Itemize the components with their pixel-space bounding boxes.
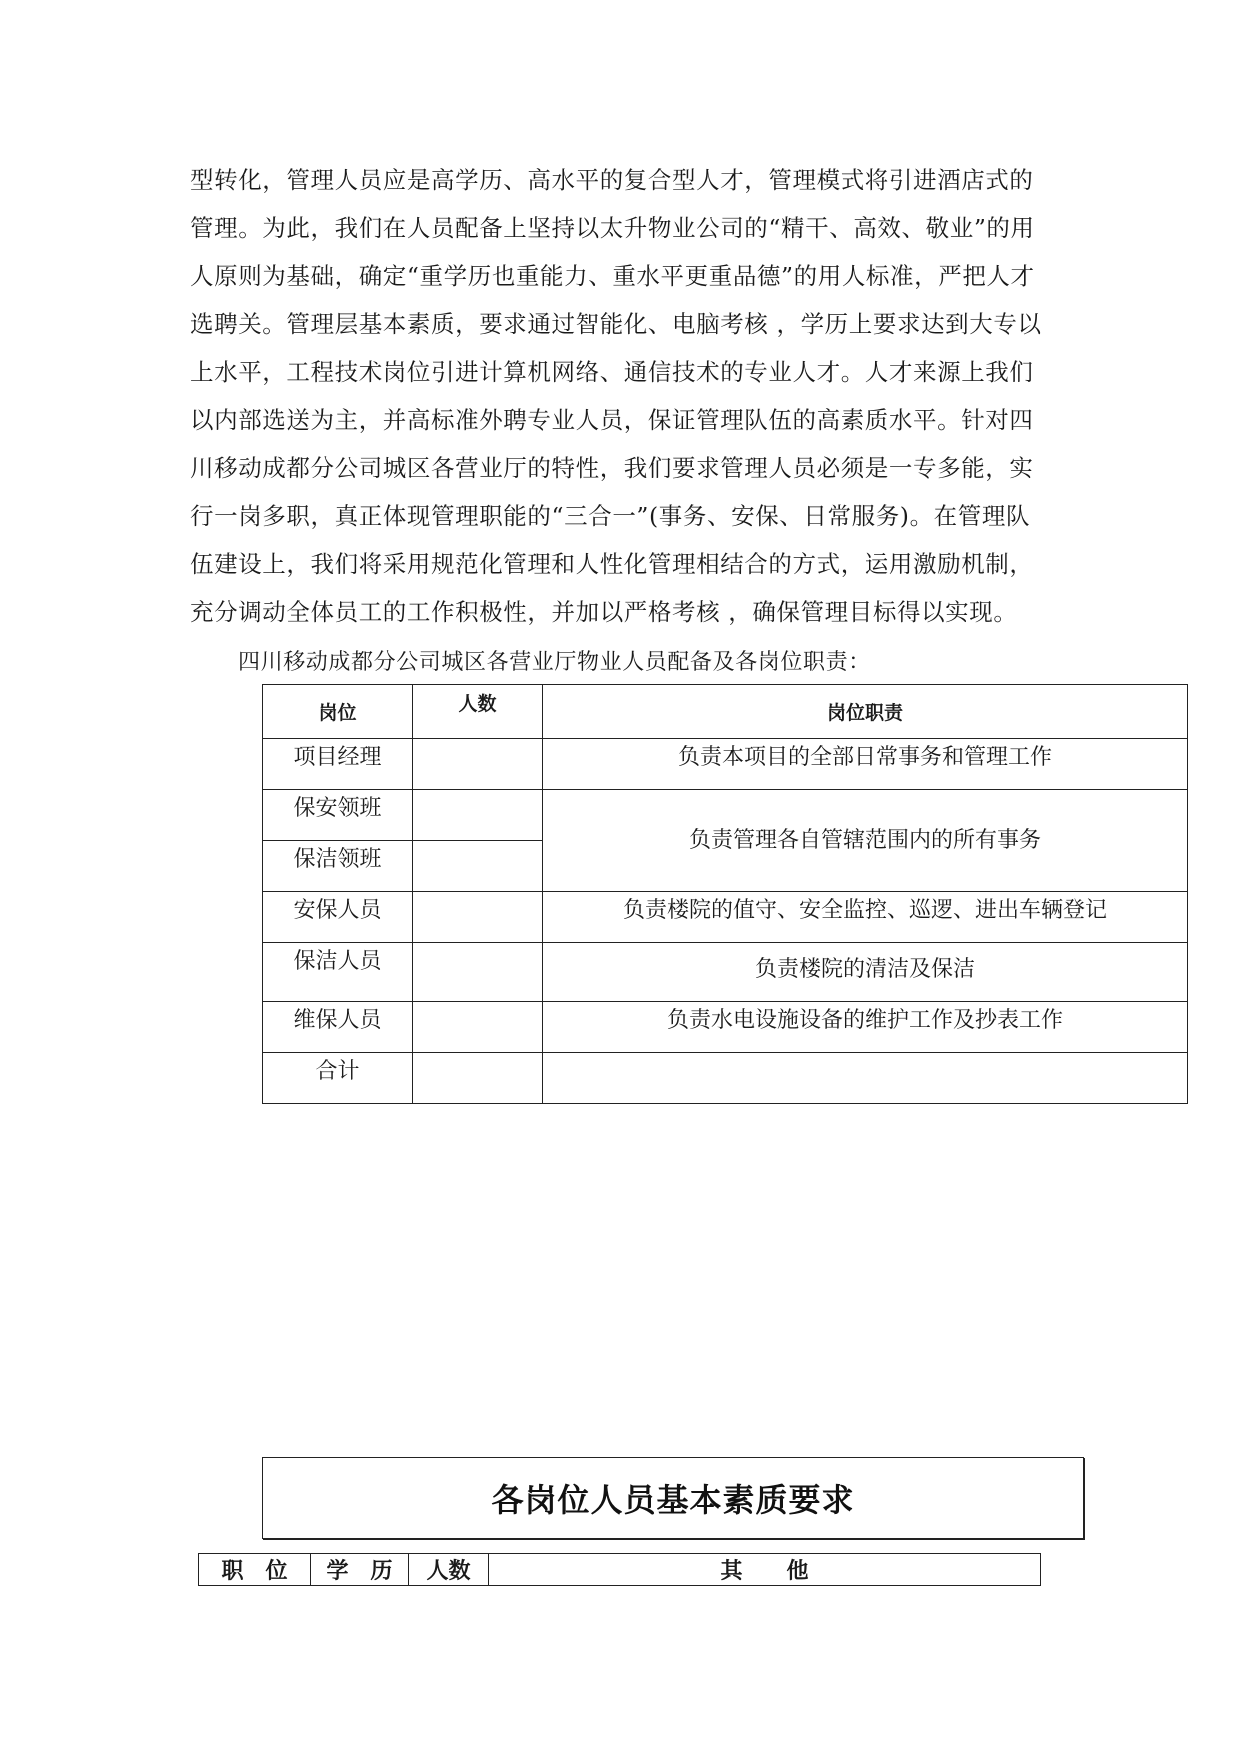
body-line: 充分调动全体员工的工作积极性，并加以严格考核 ，确保管理目标得以实现。 [190,598,1018,626]
table-row [263,1053,1188,1104]
header-position: 职 位 [199,1554,311,1586]
body-line: 行一岗多职，真正体现管理职能的“三合一”(事务、安保、日常服务)。在管理队 [190,502,1031,530]
header-position: 岗位 [263,685,413,739]
position-cell: 安保人员 [263,892,413,943]
header-other: 其 他 [489,1554,1041,1586]
body-line: 人原则为基础，确定“重学历也重能力、重水平更重品德”的用人标准，严把人才 [190,262,1035,290]
header-count: 人数 [409,1554,489,1586]
count-cell [413,1002,543,1053]
duty-cell: 负责楼院的值守、安全监控、巡逻、进出车辆登记 [543,892,1188,943]
position-cell: 维保人员 [263,1002,413,1053]
body-line: 上水平，工程技术岗位引进计算机网络、通信技术的专业人才。人才来源上我们 [190,358,1034,386]
duty-cell [543,1053,1188,1104]
duty-cell: 负责管理各自管辖范围内的所有事务 [543,790,1188,892]
count-cell [413,892,543,943]
table-row [263,943,1188,1002]
table-row [263,1002,1188,1053]
section-title: 各岗位人员基本素质要求 [491,1481,855,1519]
position-cell: 合计 [263,1053,413,1104]
header-count: 人数 [413,685,543,739]
duty-cell: 负责水电设施设备的维护工作及抄表工作 [543,1002,1188,1053]
count-cell [413,943,543,1002]
count-cell [413,1053,543,1104]
table-header-row [263,685,1188,739]
count-cell [413,739,543,790]
count-cell [413,790,543,841]
table-row [263,790,1188,841]
body-line: 以内部选送为主，并高标准外聘专业人员，保证管理队伍的高素质水平。针对四 [190,406,1034,434]
qualifications-table [198,1553,1041,1586]
body-paragraph [190,156,1070,636]
table-header-row [199,1554,1041,1586]
body-line: 川移动成都分公司城区各营业厅的特性，我们要求管理人员必须是一专多能，实 [190,454,1034,482]
position-cell: 保安领班 [263,790,413,841]
position-cell: 保洁领班 [263,841,413,892]
body-line: 型转化，管理人员应是高学历、高水平的复合型人才，管理模式将引进酒店式的 [190,166,1034,194]
header-education: 学 历 [311,1554,409,1586]
body-line: 伍建设上，我们将采用规范化管理和人性化管理相结合的方式，运用激励机制， [190,550,1034,578]
count-cell [413,841,543,892]
table-row [263,739,1188,790]
duty-cell: 负责楼院的清洁及保洁 [543,943,1188,1002]
header-duty: 岗位职责 [543,685,1188,739]
section-title-box [262,1457,1084,1539]
staffing-duties-table [262,684,1188,1104]
body-line: 管理。为此，我们在人员配备上坚持以太升物业公司的“精干、高效、敬业”的用 [190,214,1035,242]
position-cell: 项目经理 [263,739,413,790]
duty-cell: 负责本项目的全部日常事务和管理工作 [543,739,1188,790]
table-row [263,892,1188,943]
table-caption: 四川移动成都分公司城区各营业厅物业人员配备及各岗位职责： [238,650,871,675]
body-line: 选聘关。管理层基本素质，要求通过智能化、电脑考核 ，学历上要求达到大专以 [190,310,1042,338]
position-cell: 保洁人员 [263,943,413,1002]
